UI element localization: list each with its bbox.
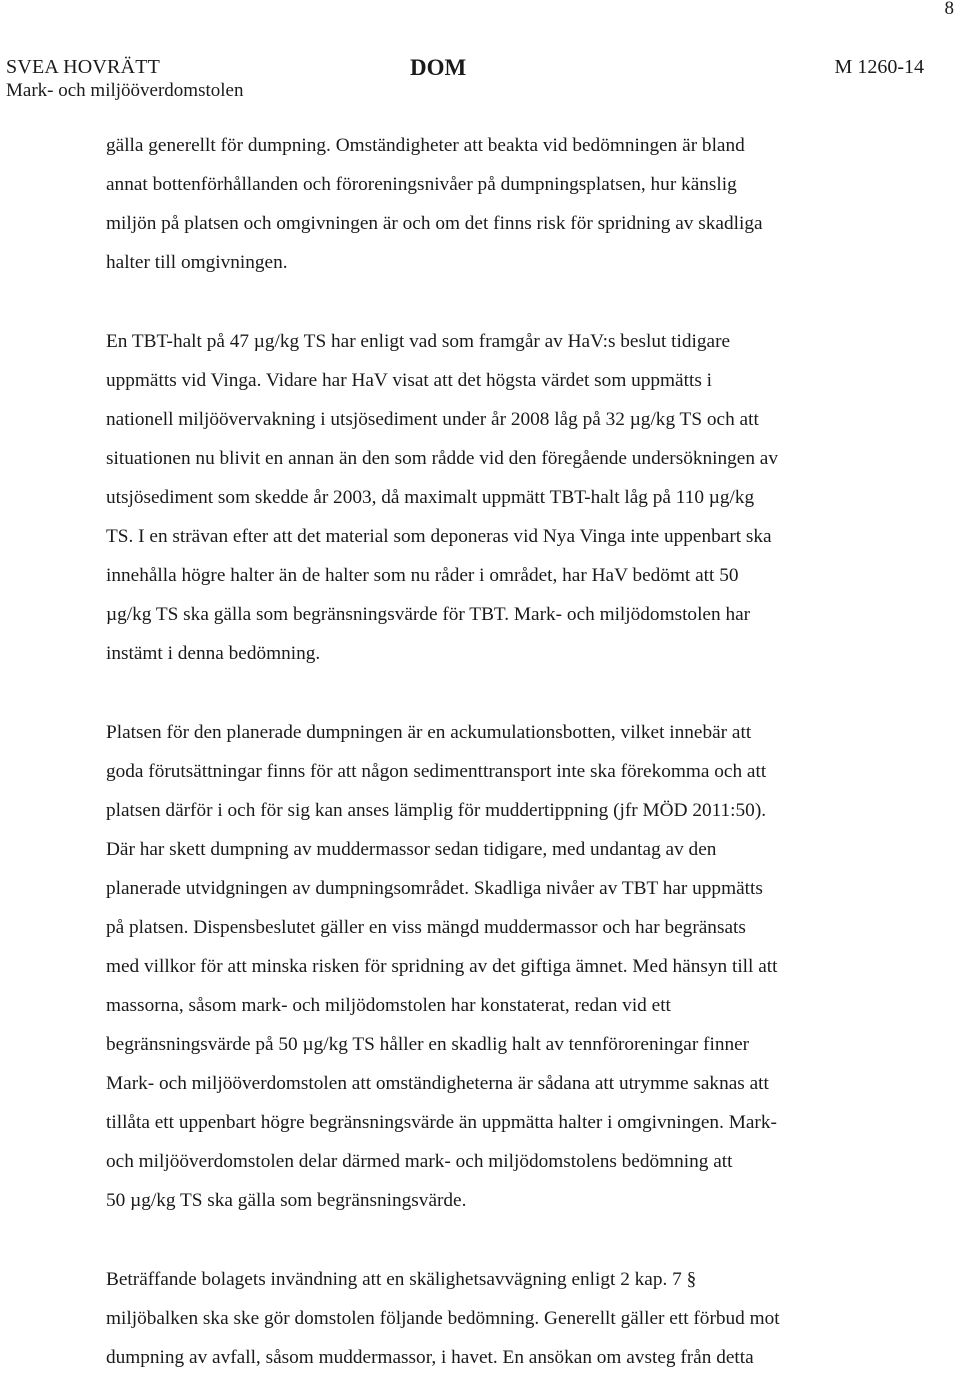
text-line: Platsen för den planerade dumpningen är en ackumulationsbotten, vilket innebär att	[106, 722, 752, 743]
paragraph-2	[106, 322, 896, 673]
text-line: Beträffande bolagets invändning att en skälighetsavvägning enligt 2 kap. 7 §	[106, 1269, 697, 1290]
text-line: En TBT-halt på 47 µg/kg TS har enligt vad som framgår av HaV:s beslut tidigare	[106, 331, 731, 352]
text-line: planerade utvidgningen av dumpningsområdet. Skadliga nivåer av TBT har uppmätts	[106, 878, 763, 899]
text-line: goda förutsättningar finns för att någon sedimenttransport inte ska förekomma och att	[106, 761, 767, 782]
text-line: nationell miljöövervakning i utsjösediment under år 2008 låg på 32 µg/kg TS och att	[106, 409, 759, 430]
text-line: miljön på platsen och omgivningen är och om det finns risk för spridning av skadliga	[106, 213, 763, 234]
page-number: 8	[944, 0, 954, 19]
text-line: utsjösediment som skedde år 2003, då maximalt uppmätt TBT-halt låg på 110 µg/kg	[106, 487, 755, 508]
text-line: massorna, såsom mark- och miljödomstolen har konstaterat, redan vid ett	[106, 995, 671, 1016]
text-line: annat bottenförhållanden och föroreningsnivåer på dumpningsplatsen, hur känslig	[106, 174, 737, 195]
document-header	[6, 56, 924, 106]
paragraph-1	[106, 126, 896, 282]
paragraph-spacer	[106, 282, 896, 322]
text-line: och miljööverdomstolen delar därmed mark- och miljödomstolens bedömning att	[106, 1151, 733, 1172]
text-line: miljöbalken ska ske gör domstolen följande bedömning. Generellt gäller ett förbud mot	[106, 1308, 780, 1329]
paragraph-spacer	[106, 1220, 896, 1260]
text-line: situationen nu blivit en annan än den som rådde vid den föregående undersökningen av	[106, 448, 778, 469]
case-number: M 1260-14	[834, 56, 924, 78]
text-line: gälla generellt för dumpning. Omständigheter att beakta vid bedömningen är bland	[106, 135, 745, 156]
paragraph-spacer	[106, 673, 896, 713]
text-line: Där har skett dumpning av muddermassor sedan tidigare, med undantag av den	[106, 839, 717, 860]
text-line: begränsningsvärde på 50 µg/kg TS håller en skadlig halt av tennföroreningar finner	[106, 1034, 750, 1055]
document-type: DOM	[410, 55, 467, 80]
text-line: 50 µg/kg TS ska gälla som begränsningsvärde.	[106, 1190, 467, 1211]
court-division: Mark- och miljööverdomstolen	[6, 80, 244, 101]
text-line: innehålla högre halter än de halter som nu råder i området, har HaV bedömt att 50	[106, 565, 739, 586]
text-line: tillåta ett uppenbart högre begränsningsvärde än uppmätta halter i omgivningen. Mark-	[106, 1112, 777, 1133]
paragraph-3	[106, 713, 896, 1220]
court-name: SVEA HOVRÄTT	[6, 56, 161, 78]
text-line: platsen därför i och för sig kan anses lämplig för muddertippning (jfr MÖD 2011:50).	[106, 800, 767, 821]
text-line: instämt i denna bedömning.	[106, 643, 321, 664]
text-line: halter till omgivningen.	[106, 252, 288, 273]
text-line: TS. I en strävan efter att det material som deponeras vid Nya Vinga inte uppenbart ska	[106, 526, 772, 547]
text-line: µg/kg TS ska gälla som begränsningsvärde för TBT. Mark- och miljödomstolen har	[106, 604, 751, 625]
document-body	[106, 126, 896, 1377]
text-line: uppmätts vid Vinga. Vidare har HaV visat att det högsta värdet som uppmätts i	[106, 370, 713, 391]
text-line: med villkor för att minska risken för spridning av det giftiga ämnet. Med hänsyn till att	[106, 956, 778, 977]
text-line: Mark- och miljööverdomstolen att omständigheterna är sådana att utrymme saknas att	[106, 1073, 769, 1094]
text-line: dumpning av avfall, såsom muddermassor, i havet. En ansökan om avsteg från detta	[106, 1347, 754, 1368]
paragraph-4	[106, 1260, 896, 1377]
text-line: på platsen. Dispensbeslutet gäller en viss mängd muddermassor och har begränsats	[106, 917, 746, 938]
